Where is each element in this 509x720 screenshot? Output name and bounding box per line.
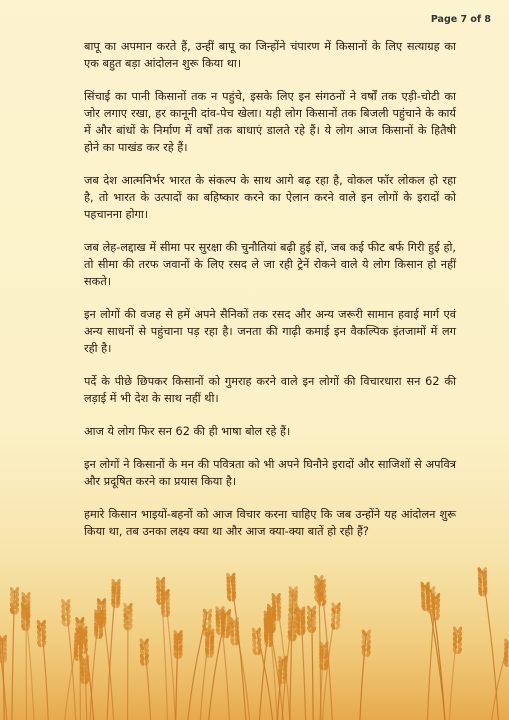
paragraph: बापू का अपमान करते हैं, उन्हीं बापू का जिन्होंने चंपारण में किसानों के लिए सत्याग्रह का एक बहुत बड़ा आंदोलन शुरू किया था। <box>84 40 456 70</box>
paragraph: पर्दे के पीछे छिपकर किसानों को गुमराह करने वाले इन लोगों की विचारधारा सन 62 की लड़ाई में भी देश के साथ नहीं थी। <box>84 375 456 405</box>
wheat-field-illustration <box>0 550 509 720</box>
body-text <box>84 38 456 556</box>
paragraph: सिंचाई का पानी किसानों तक न पहुंचे, इसके लिए इन संगठनों ने वर्षों तक एड़ी-चोटी का जोर लगाए रखा, हर कानूनी दांव-पेच खेला। यही लोग किसानों तक बिजली पहुंचाने के कार्य में और बांधों के निर्माण में वर्षों तक बाधाएं डालते रहे हैं। ये लोग आज किसानों के हितैषी होने का पाखंड कर रहे हैं। <box>84 90 456 154</box>
paragraph: हमारे किसान भाइयों-बहनों को आज विचार करना चाहिए कि जब उन्होंने यह आंदोलन शुरू किया था, तब उनका लक्ष्य क्या था और आज क्या-क्या बातें हो रही हैं? <box>84 508 456 538</box>
paragraph: इन लोगों ने किसानों के मन की पवित्रता को भी अपने घिनौने इरादों और साजिशों से अपवित्र और प्रदूषित करने का प्रयास किया है। <box>84 458 456 488</box>
paragraph: जब लेह-लद्दाख में सीमा पर सुरक्षा की चुनौतियां बढ़ी हुई हों, जब कई फीट बर्फ गिरी हुई हो, तो सीमा की तरफ जवानों के लिए रसद ले जा रही ट्रेनें रोकने वाले ये लोग किसान हो नहीं सकते। <box>84 241 456 288</box>
paragraph: इन लोगों की वजह से हमें अपने सैनिकों तक रसद और अन्य जरूरी सामान हवाई मार्ग एवं अन्य साधनों से पहुंचाना पड़ रहा है। जनता की गाढ़ी कमाई इन वैकल्पिक इंतजामों में लग रही है। <box>84 308 456 355</box>
page-number: Page 7 of 8 <box>430 14 491 25</box>
paragraph: जब देश आत्मनिर्भर भारत के संकल्प के साथ आगे बढ़ रहा है, वोकल फॉर लोकल हो रहा है, तो भारत के उत्पादों का बहिष्कार करने का ऐलान करने वाले इन लोगों के इरादों को पहचानना होगा। <box>84 174 456 221</box>
paragraph: आज ये लोग फिर सन 62 की ही भाषा बोल रहे हैं। <box>84 425 291 438</box>
